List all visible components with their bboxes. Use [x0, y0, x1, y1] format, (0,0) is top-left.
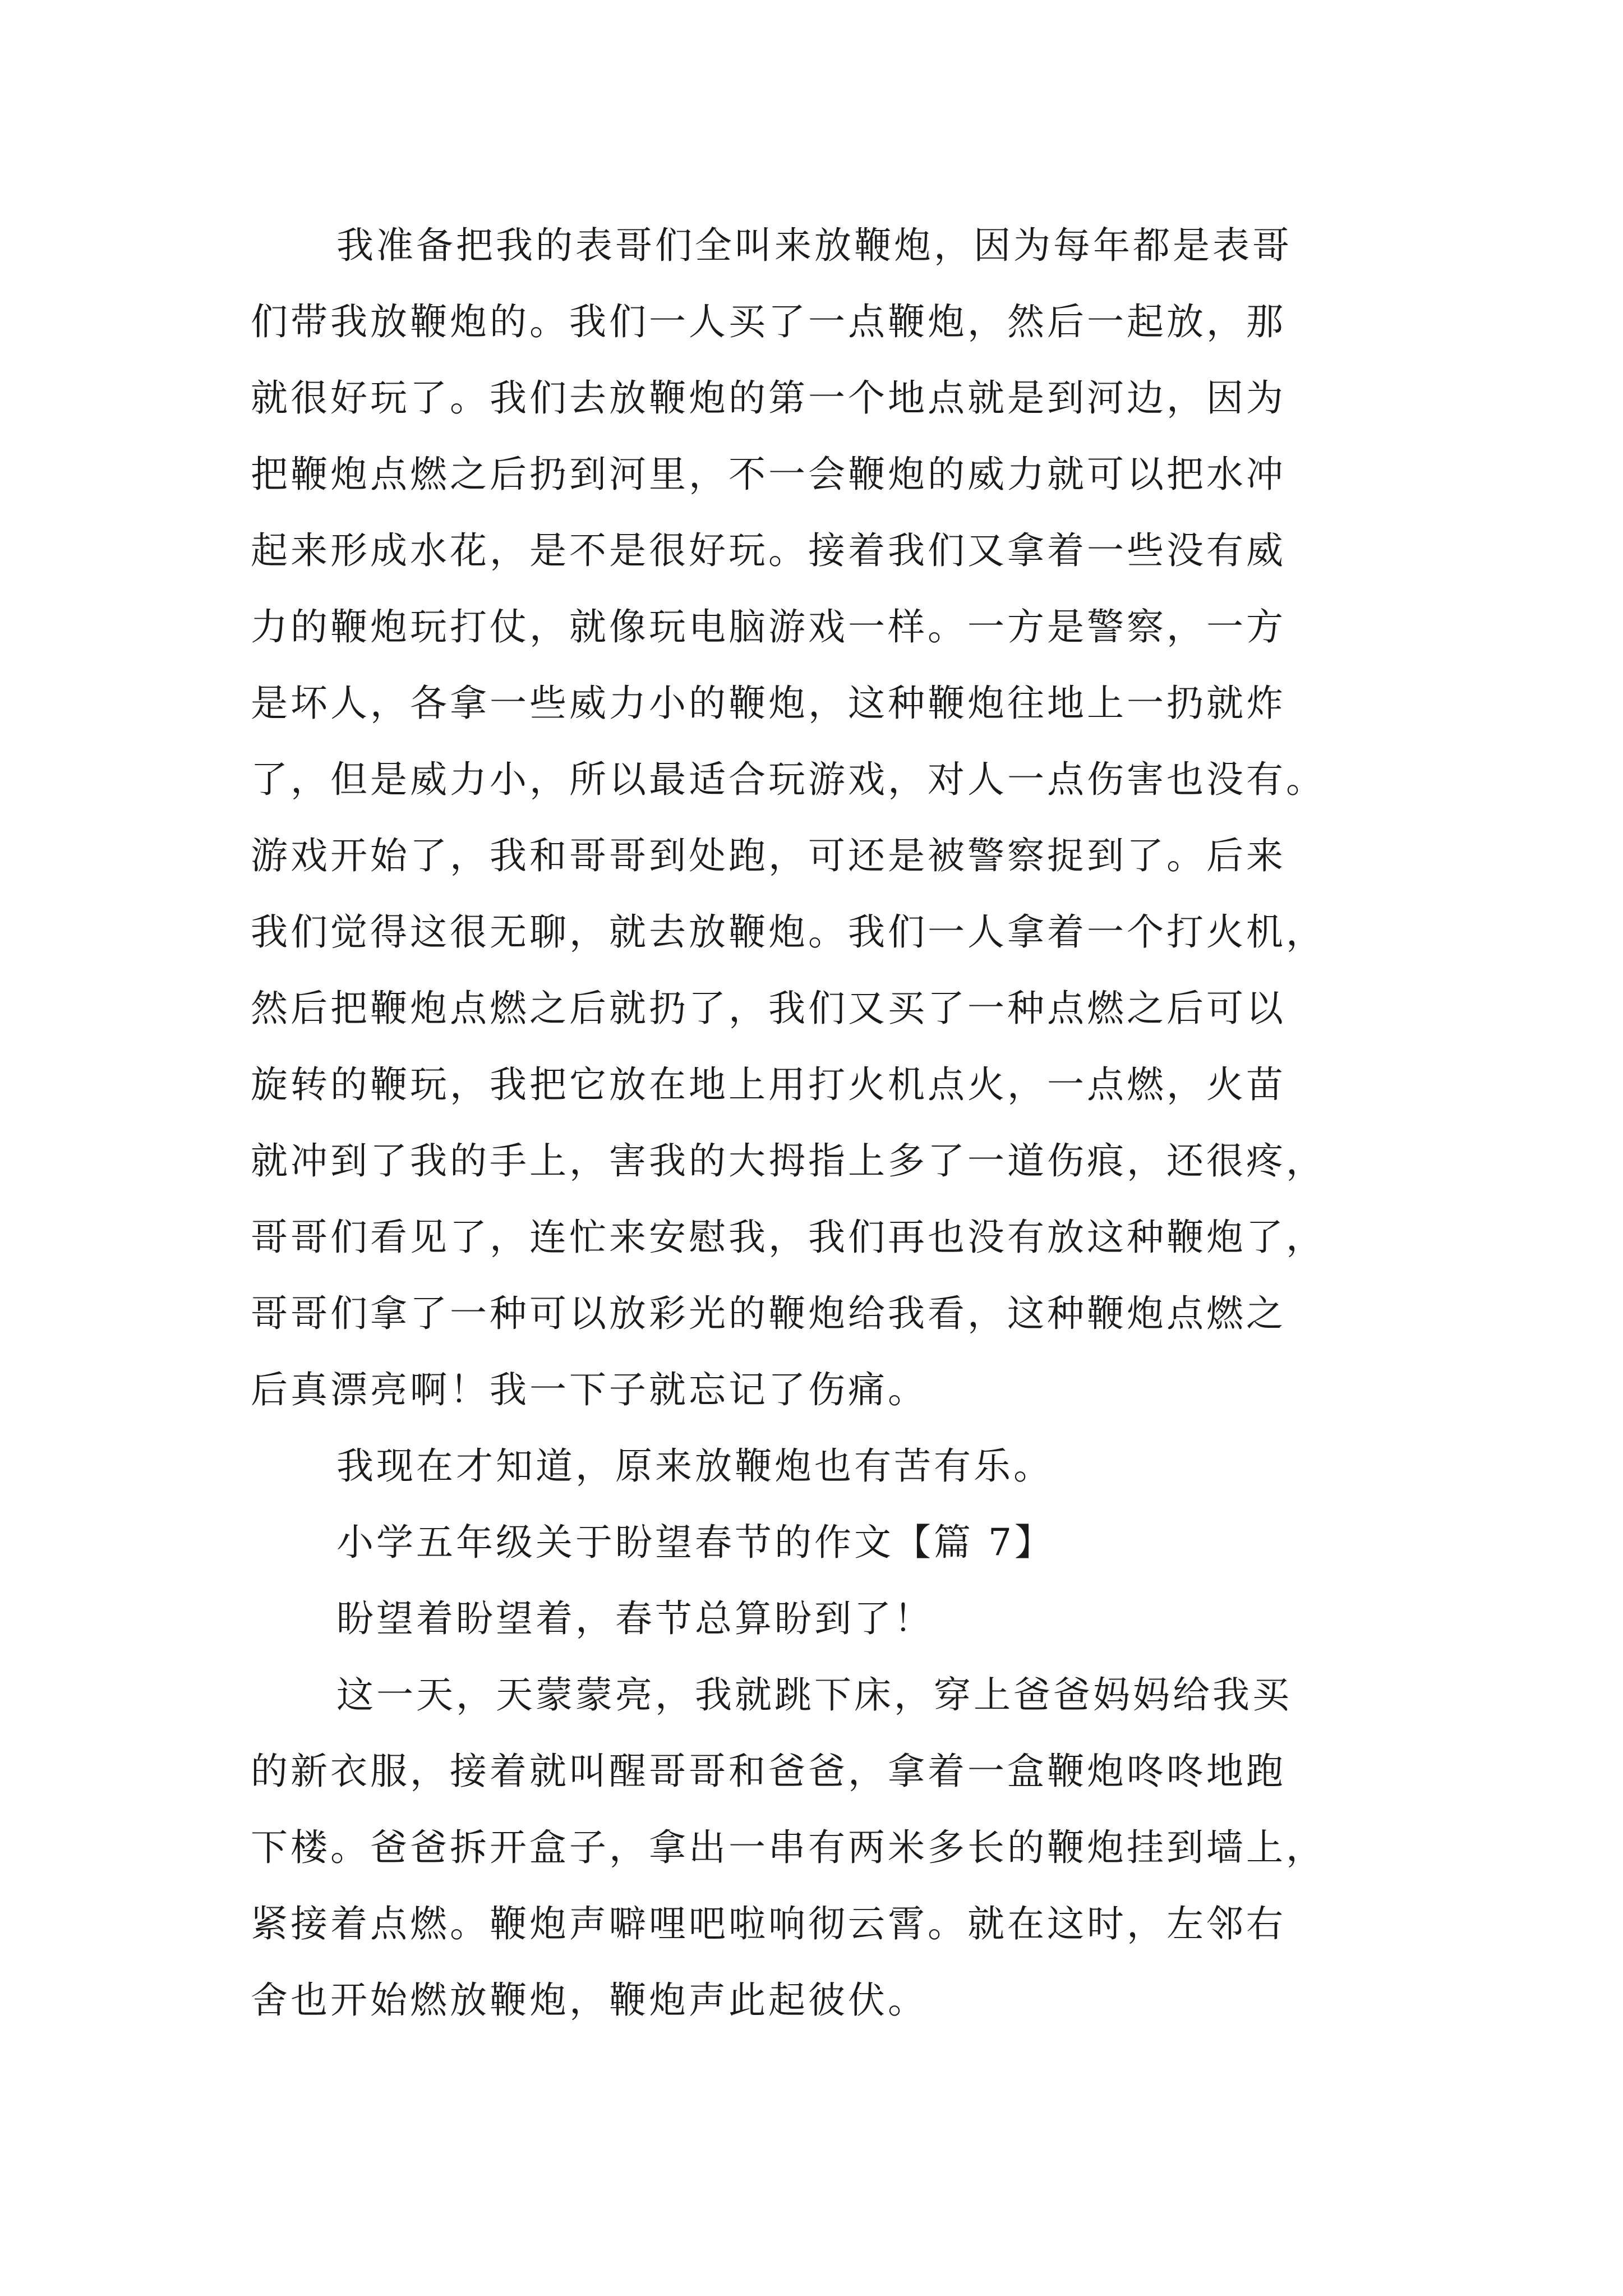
text-line: 下楼。爸爸拆开盒子，拿出一串有两米多长的鞭炮挂到墙上，: [251, 1826, 1326, 1869]
text-line: 游戏开始了，我和哥哥到处跑，可还是被警察捉到了。后来: [251, 834, 1286, 877]
text-line: 紧接着点燃。鞭炮声噼哩吧啦响彻云霄。就在这时，左邻右: [251, 1902, 1286, 1945]
text-line: 我准备把我的表哥们全叫来放鞭炮，因为每年都是表哥: [336, 224, 1292, 267]
text-line: 起来形成水花，是不是很好玩。接着我们又拿着一些没有威: [251, 529, 1286, 572]
text-line: 这一天，天蒙蒙亮，我就跳下床，穿上爸爸妈妈给我买: [336, 1673, 1292, 1717]
text-line: 了，但是威力小，所以最适合玩游戏，对人一点伤害也没有。: [251, 758, 1326, 801]
text-line: 就冲到了我的手上，害我的大拇指上多了一道伤痕，还很疼，: [251, 1139, 1326, 1182]
text-line: 是坏人，各拿一些威力小的鞭炮，这种鞭炮往地上一扔就炸: [251, 682, 1286, 725]
text-line: 我现在才知道，原来放鞭炮也有苦有乐。: [336, 1444, 1053, 1488]
text-line: 就很好玩了。我们去放鞭炮的第一个地点就是到河边，因为: [251, 376, 1286, 420]
text-line: 把鞭炮点燃之后扔到河里，不一会鞭炮的威力就可以把水冲: [251, 453, 1286, 496]
text-line: 盼望着盼望着，春节总算盼到了！: [336, 1597, 934, 1640]
text-line: 们带我放鞭炮的。我们一人买了一点鞭炮，然后一起放，那: [251, 300, 1286, 343]
text-line: 旋转的鞭玩，我把它放在地上用打火机点火，一点燃，火苗: [251, 1063, 1286, 1106]
text-line: 哥哥们看见了，连忙来安慰我，我们再也没有放这种鞭炮了，: [251, 1216, 1326, 1259]
section-heading: 小学五年级关于盼望春节的作文【篇 7】: [336, 1521, 1054, 1564]
text-line: 然后把鞭炮点燃之后就扔了，我们又买了一种点燃之后可以: [251, 987, 1286, 1030]
text-line: 后真漂亮啊！我一下子就忘记了伤痛。: [251, 1368, 928, 1411]
text-line: 舍也开始燃放鞭炮，鞭炮声此起彼伏。: [251, 1978, 928, 2022]
text-line: 的新衣服，接着就叫醒哥哥和爸爸，拿着一盒鞭炮咚咚地跑: [251, 1750, 1286, 1793]
text-line: 力的鞭炮玩打仗，就像玩电脑游戏一样。一方是警察，一方: [251, 605, 1286, 648]
text-line: 我们觉得这很无聊，就去放鞭炮。我们一人拿着一个打火机，: [251, 910, 1326, 954]
text-line: 哥哥们拿了一种可以放彩光的鞭炮给我看，这种鞭炮点燃之: [251, 1292, 1286, 1335]
